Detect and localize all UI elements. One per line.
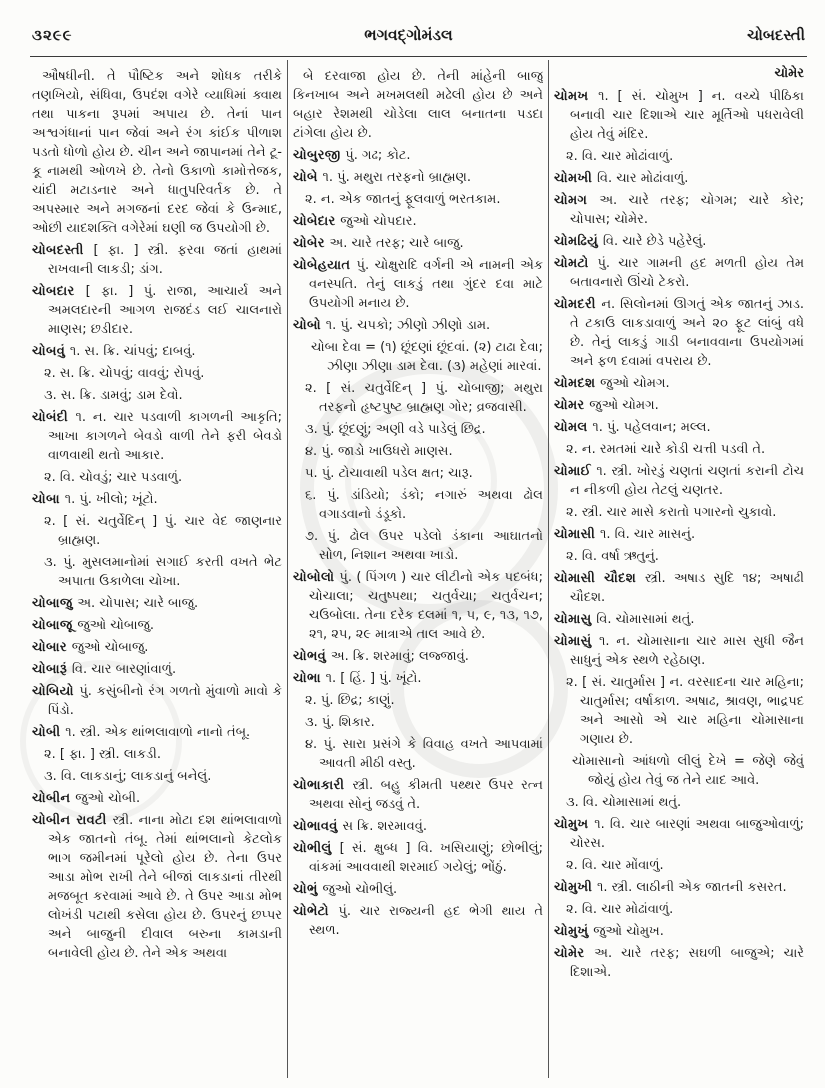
headword: ચોબેદાર bbox=[293, 214, 341, 229]
dictionary-entry: ચોબીન રાવટી સ્ત્રી. નાના મોટા દશ થાંભલાવાળો એક જાતનો તંબૂ. તેમાં થાંભલાનો કેટલોક ભાગ જમીનમાં પૂરેલો હોય છે. તેના ઉપર આડા મોભ રાખી તેને બીજાં લાકડાનાં તીરથી મજબૂત કરવામાં આવે છે. તે ઉપર આડા મોભ લોખંડી પટાથી કસેલા હોય છે. ઉપરનું છપ્પર અને બાજુની દીવાલ બરુના કામડાની બનાવેલી હોય છે. તેને એક અથવા bbox=[32, 813, 282, 961]
page-header bbox=[32, 26, 805, 45]
column-divider bbox=[287, 60, 288, 1078]
dictionary-entry: ચોભવું અ. ક્રિ. શરમાવું; લજ્જાવું. bbox=[293, 649, 469, 664]
headword: ચોમગ bbox=[554, 193, 600, 208]
dictionary-entry: ચોબિયો પું. કસુંબીનો રંગ ગળતો મુંવાળો માવો કે પિંડો. bbox=[32, 684, 282, 718]
dictionary-entry: ચોભાકારી સ્ત્રી. બહુ કીમતી પથ્થર ઉપર રત્ન અથવા સોનું જડવું તે. bbox=[293, 778, 543, 812]
headword: ચોમાસી ચૌદશ bbox=[554, 571, 646, 586]
dictionary-entry: ચોબા દેવા = (૧) છૂંદણાં છૂંદવાં. (૨) ટાઢા દેવા; ઝીણા ઝીણા ડામ દેવા. (૩) મહેણાં મારવાં. bbox=[311, 340, 543, 374]
headword: ચોમાસું bbox=[554, 634, 599, 649]
dictionary-entry: ચોમઢિયું વિ. ચારે છેડે પહેરેલું. bbox=[554, 234, 707, 249]
dictionary-entry: ચોબારૂં વિ. ચાર બારણાંવાળું. bbox=[32, 662, 177, 677]
dictionary-entry: ૨. [ ફા. ] સ્ત્રી. લાકડી. bbox=[44, 747, 162, 762]
headword: ચોબાજૂ bbox=[32, 618, 78, 633]
headword: ચોબો bbox=[293, 318, 326, 333]
dictionary-entry: ચોભા ૧. [ હિં. ] પું. ખૂંટો. bbox=[293, 671, 422, 686]
dictionary-entry: ૩. વિ. લાકડાનું; લાકડાનું બનેલું. bbox=[44, 769, 212, 784]
headword: ચોભાવવું bbox=[293, 819, 343, 834]
dictionary-entry: ચોબુરજી પું. ગઢ; કોટ. bbox=[293, 148, 411, 163]
headword: ચોભવું bbox=[293, 649, 331, 664]
dictionary-entry: ૨. ન. રમતમાં ચારે કોડી ચત્તી પડવી તે. bbox=[566, 442, 766, 457]
dictionary-entry: ૨. વિ. વર્ષા ઋતુનું. bbox=[566, 549, 659, 564]
headword: ચોબવું bbox=[32, 344, 70, 359]
dictionary-entry: ૨. વિ. ચાર મોંવાળું. bbox=[566, 858, 664, 873]
dictionary-entry: ચોમુખ ૧. વિ. ચાર બારણાં અથવા બાજુઓવાળું; ચોરસ. bbox=[554, 817, 804, 851]
dictionary-entry: ચોમાસાનો આંધળો લીલું દેખે = જેણે જેવું જોયું હોય તેવું જ તેને યાદ આવે. bbox=[572, 754, 804, 788]
dictionary-entry: ૨. પું. છિદ્ર; કાણું. bbox=[305, 693, 395, 708]
headword: ચોબુરજી bbox=[293, 148, 346, 163]
headword: ચોબેર bbox=[293, 236, 330, 251]
dictionary-entry: ચોબેદાર જુઓ ચોપદાર. bbox=[293, 214, 417, 229]
dictionary-entry: ચોમાસી ચૌદશ સ્ત્રી. અષાડ સુદિ ૧૪; અષાઢી ચૌદશ. bbox=[554, 571, 804, 605]
dictionary-entry: ચોમાસી ૧. વિ. ચાર માસનું. bbox=[554, 527, 696, 542]
dictionary-entry: ૩. પું. છૂંદણું; અણી વડે પાડેલું છિદ્ર. bbox=[305, 422, 486, 437]
headword: ચોમઢિયું bbox=[554, 234, 603, 249]
dictionary-entry: ચોબેહયાત પું. ચોક્ષુરાદિ વર્ગની એ નામની એક વનસ્પતિ. તેનું લાકડું તથા ગુંદર દવા માટે ઉપયોગી મનાય છે. bbox=[293, 258, 543, 311]
dictionary-entry: ૨. સ્ત્રી. ચાર માસે કરાતો પગારનો ચુકાવો. bbox=[566, 505, 777, 520]
headword: ચોમદશ bbox=[554, 376, 601, 391]
dictionary-entry: ચોબાર જુઓ ચોબાજુ. bbox=[32, 640, 149, 655]
headword: ચોબે bbox=[293, 170, 323, 185]
dictionary-entry: ચોભું જુઓ ચોભીલું. bbox=[293, 882, 398, 897]
dictionary-entry: ૭. પું. ઢોલ ઉપર પડેલો ડંકાના આઘાતનો સોળ, નિશાન અથવા ખાડો. bbox=[305, 529, 543, 563]
dictionary-entry: ૨. વિ. ચોવડું; ચાર પડવાળું. bbox=[44, 470, 183, 485]
column-2 bbox=[293, 60, 543, 1078]
headword: ચોમર bbox=[554, 398, 590, 413]
header-rule bbox=[30, 56, 807, 57]
dictionary-entry: ચોમર જુઓ ચોમગ. bbox=[554, 398, 659, 413]
dictionary-entry: ચોમાસું ૧. ન. ચોમાસાના ચાર માસ સુધી જૈન સાધુનું એક સ્થળે રહેઠાણ. bbox=[554, 634, 804, 668]
dictionary-entry: ચોબે ૧. પું. મથુરા તરફનો બ્રાહ્મણ. bbox=[293, 170, 472, 185]
text-columns bbox=[32, 60, 807, 1078]
column-1 bbox=[32, 60, 282, 1078]
headword: ચોભું bbox=[293, 882, 323, 897]
dictionary-entry: ૬. પું. ડાંડિયો; ડંકો; નગારું અથવા ઢોલ વગાડવાનો ડંડૂકો. bbox=[305, 488, 543, 522]
dictionary-entry: ચોબોલો પું. ( પિંગળ ) ચાર લીટીનો એક પદબંધ; ચોચાલા; ચતુષ્પથા; ચતુર્વચા; ચતુર્વચન; ચઉબોલા. તેના દરેક દલમાં ૧, ૫, ૯, ૧૩, ૧૭, ૨૧, ૨૫, ૨૯ માત્રાએ તાલ આવે છે. bbox=[293, 570, 543, 642]
dictionary-entry: ચોભીલું [ સં. ક્ષુબ્ધ ] વિ. ખસિયાણું; છોભીલું; વાંકમાં આવવાથી શરમાઈ ગયેલું; ભોંઠું. bbox=[293, 841, 543, 875]
dictionary-entry: ચોબંદી ૧. ન. ચાર પડવાળી કાગળની આકૃતિ; આખા કાગળને બેવડો વાળી તેને ફરી બેવડો વાળવાથી થતો આકાર. bbox=[32, 410, 282, 463]
page-number: ૩૨૯૯ bbox=[32, 26, 73, 44]
headword: ચોભેટો bbox=[293, 904, 339, 919]
guide-word-bottom: ચોમેર bbox=[774, 66, 804, 81]
dictionary-entry: ૩. પું. મુસલમાનોમાં સગાઈ કરતી વખતે ભેટ અપાતા ઉકાળેલા ચોખા. bbox=[44, 555, 282, 589]
headword: ચોબાજુ bbox=[32, 596, 78, 611]
dictionary-entry: ચોમેર અ. ચારે તરફ; સઘળી બાજુએ; ચારે દિશાએ. bbox=[554, 946, 804, 980]
dictionary-entry: ૨. વિ. ચાર મોઢાંવાળું. bbox=[566, 149, 674, 164]
headword: ચોમુખું bbox=[554, 924, 594, 939]
headword: ચોબા bbox=[32, 492, 65, 507]
headword: ચોમાસુ bbox=[554, 612, 597, 627]
dictionary-entry: ચોબી ૧. સ્ત્રી. એક થાંભલાવાળો નાનો તંબૂ. bbox=[32, 725, 251, 740]
headword: ચોમખ bbox=[554, 89, 599, 104]
dictionary-entry: ૨. ન. એક જાતનું ફૂલવાળું ભરતકામ. bbox=[305, 192, 501, 207]
dictionary-entry: ૫. પું. ટોચાવાથી પડેલ ક્ષત; ચારૂ. bbox=[305, 466, 473, 481]
dictionary-entry: ચોમખી વિ. ચાર મોઢાંવાળું. bbox=[554, 171, 689, 186]
dictionary-entry: ચોબાજુ અ. ચોપાસ; ચારે બાજુ. bbox=[32, 596, 199, 611]
dictionary-entry: ૨. [ સં. ચતુર્વેદિન્ ] પું. ચાર વેદ જાણનાર બ્રાહ્મણ. bbox=[44, 514, 282, 548]
dictionary-entry: ચોબેર અ. ચારે તરફ; ચારે બાજુ. bbox=[293, 236, 464, 251]
dictionary-entry: ચોબીન જુઓ ચોબી. bbox=[32, 791, 141, 806]
headword: ચોમુખી bbox=[554, 880, 597, 895]
dictionary-entry: ૩. પું. શિકાર. bbox=[305, 715, 375, 730]
headword: ચોબિયો bbox=[32, 684, 80, 699]
dictionary-entry: ૨. વિ. ચાર મોઢાંવાળું. bbox=[566, 902, 674, 917]
dictionary-entry: ૪. પું. સારા પ્રસંગે કે વિવાહ વખતે આપવામાં આવતી મીઠી વસ્તુ. bbox=[305, 737, 543, 771]
dictionary-entry: ૪. પું. જાડો ખાઉધરો માણસ. bbox=[305, 444, 453, 459]
dictionary-entry: ચોમાસુ વિ. ચોમાસામાં થતું. bbox=[554, 612, 695, 627]
guide-word-top: ચોબદસ્તી bbox=[747, 26, 805, 44]
headword: ચોમટો bbox=[554, 256, 598, 271]
headword: ચોબદાર bbox=[32, 284, 86, 299]
dictionary-entry: ચોમુખું જુઓ ચોમુખ. bbox=[554, 924, 664, 939]
headword: ચોબી bbox=[32, 725, 66, 740]
dictionary-entry: ૩. વિ. ચોમાસામાં થતું. bbox=[566, 795, 682, 810]
headword: ચોમખી bbox=[554, 171, 597, 186]
dictionary-entry: ચોભાવવું સ ક્રિ. શરમાવવું. bbox=[293, 819, 427, 834]
dictionary-entry: ૨. [ સં. ચતુર્વેદિન્ ] પું. ચોબાજી; મથુરા તરફનો હૃષ્ટપુષ્ટ બ્રાહ્મણ ગોર; વ્રજવાસી. bbox=[305, 381, 543, 415]
dictionary-entry: બે દરવાજા હોય છે. તેની માંહેની બાજુ કિનખાબ અને મખમલથી મઢેલી હોય છે અને બહાર રેશમથી ચોડેલા લાલ બનાતના પડદા ટાંગેલા હોય છે. bbox=[293, 69, 543, 141]
headword: ચોમાઈ bbox=[554, 464, 597, 479]
dictionary-entry: ૩. સ. ક્રિ. ડામવું; ડામ દેવો. bbox=[44, 388, 183, 403]
column-3 bbox=[554, 60, 804, 1078]
headword: ચોબારૂં bbox=[32, 662, 72, 677]
dictionary-entry: ચોમુખી ૧. સ્ત્રી. લાઠીની એક જાતની કસરત. bbox=[554, 880, 787, 895]
dictionary-entry: ૨. સ. ક્રિ. ચોપવું; વાવવું; રોપવું. bbox=[44, 366, 205, 381]
dictionary-entry: ચોમગ અ. ચારે તરફ; ચોગમ; ચારે કોર; ચોપાસ; ચોમેર. bbox=[554, 193, 804, 227]
dictionary-entry: ચોમદશ જુઓ ચોમગ. bbox=[554, 376, 670, 391]
dictionary-entry: ચોબાજૂ જુઓ ચોબાજુ. bbox=[32, 618, 154, 633]
headword: ચોબેહયાત bbox=[293, 258, 357, 273]
headword: ચોભા bbox=[293, 671, 326, 686]
headword: ચોબોલો bbox=[293, 570, 340, 585]
dictionary-entry: ચોમટો પું. ચાર ગામની હદ મળતી હોય તેમ બતાવનારો ઊંચો ટેકરો. bbox=[554, 256, 804, 290]
dictionary-entry: ૨. [ સં. ચાતુર્માસ ] ન. વરસાદના ચાર મહિના; ચાતુર્માસ; વર્ષાકાળ. અષાઢ, શ્રાવણ, ભાદ્રપદ અને આસો એ ચાર મહિના ચોમાસાના ગણાય છે. bbox=[566, 675, 804, 747]
dictionary-entry: ચોબદસ્તી [ ફા. ] સ્ત્રી. ફરવા જતાં હાથમાં રાખવાની લાકડી; ડાંગ. bbox=[32, 243, 282, 277]
dictionary-entry: ઔષધીની. તે પૌષ્ટિક અને શોધક તરીકે તણખિયો, સંધિવા, ઉપદંશ વગેરે વ્યાધિમાં ક્વાથ તથા પાકના રૂપમાં અપાય છે. તેનાં પાન અશ્વગંધાનાં પાન જેવાં અને રંગ કાંઈક પીળાશ પડતો ધોળો હોય છે. ચીન અને જાપાનમાં તેને ટૂ-કૂ નામથી ઓળખે છે. તેનો ઉકાળો કામોત્તેજક, ચાંદી મટાડનાર અને ધાતુપરિવર્તક છે. તે અપસ્માર અને મગજનાં દરદ જેવાં કે ઉન્માદ, ઓછી યાદશક્તિ વગેરેમાં ઘણી જ ઉપયોગી છે. bbox=[32, 69, 282, 236]
headword: ચોભાકારી bbox=[293, 778, 353, 793]
dictionary-entry: ચોબા ૧. પું. ખીલો; ખૂંટો. bbox=[32, 492, 158, 507]
headword: ચોબંદી bbox=[32, 410, 76, 425]
headword: ચોબદસ્તી bbox=[32, 243, 94, 258]
headword: ચોભીલું bbox=[293, 841, 340, 856]
headword: ચોમુખ bbox=[554, 817, 595, 832]
book-title: ભગવદ્ગોમંડલ bbox=[364, 26, 453, 44]
dictionary-entry: ચોબો ૧. પું. ચપકો; ઝીણો ઝીણો ડામ. bbox=[293, 318, 491, 333]
headword: ચોમદરી bbox=[554, 297, 602, 312]
column-divider bbox=[548, 60, 549, 1078]
dictionary-entry: ચોમદરી ન. સિલોનમાં ઊગતું એક જાતનું ઝાડ. તે ટકાઉ લાકડાવાળું અને ૨૦ ફૂટ લાંબું વધે છે. તેનું લાકડું ગાડી બનાવવાના ઉપયોગમાં અને ફળ દવામાં વપરાય છે. bbox=[554, 297, 804, 369]
dictionary-entry: ચોમલ ૧. પું. પહેલવાન; મલ્લ. bbox=[554, 420, 711, 435]
headword: ચોબાર bbox=[32, 640, 72, 655]
dictionary-entry: ચોમખ ૧. [ સં. ચોમુખ ] ન. વચ્ચે પીઠિકા બનાવી ચાર દિશાએ ચાર મૂર્તિઓ પધરાવેલી હોય તેવું મંદિર. bbox=[554, 89, 804, 142]
headword: ચોમાસી bbox=[554, 527, 600, 542]
dictionary-entry: ચોમાઈ ૧. સ્ત્રી. ખોરડું ચણતાં ચણતાં કરાની ટોચ ન નીકળી હોય તેટલું ચણતર. bbox=[554, 464, 804, 498]
dictionary-entry: ચોભેટો પું. ચાર રાજ્યની હદ ભેગી થાય તે સ્થળ. bbox=[293, 904, 543, 938]
dictionary-entry: ચોબવું ૧. સ. ક્રિ. ચાંપવું; દાબવું. bbox=[32, 344, 196, 359]
headword: ચોબીન રાવટી bbox=[32, 813, 113, 828]
dictionary-entry: ચોબદાર [ ફા. ] પું. રાજા, આચાર્ય અને અમલદારની આગળ રાજદંડ લઈ ચાલનારો માણસ; છડીદાર. bbox=[32, 284, 282, 337]
headword: ચોમેર bbox=[554, 946, 595, 961]
headword: ચોમલ bbox=[554, 420, 593, 435]
headword: ચોબીન bbox=[32, 791, 76, 806]
